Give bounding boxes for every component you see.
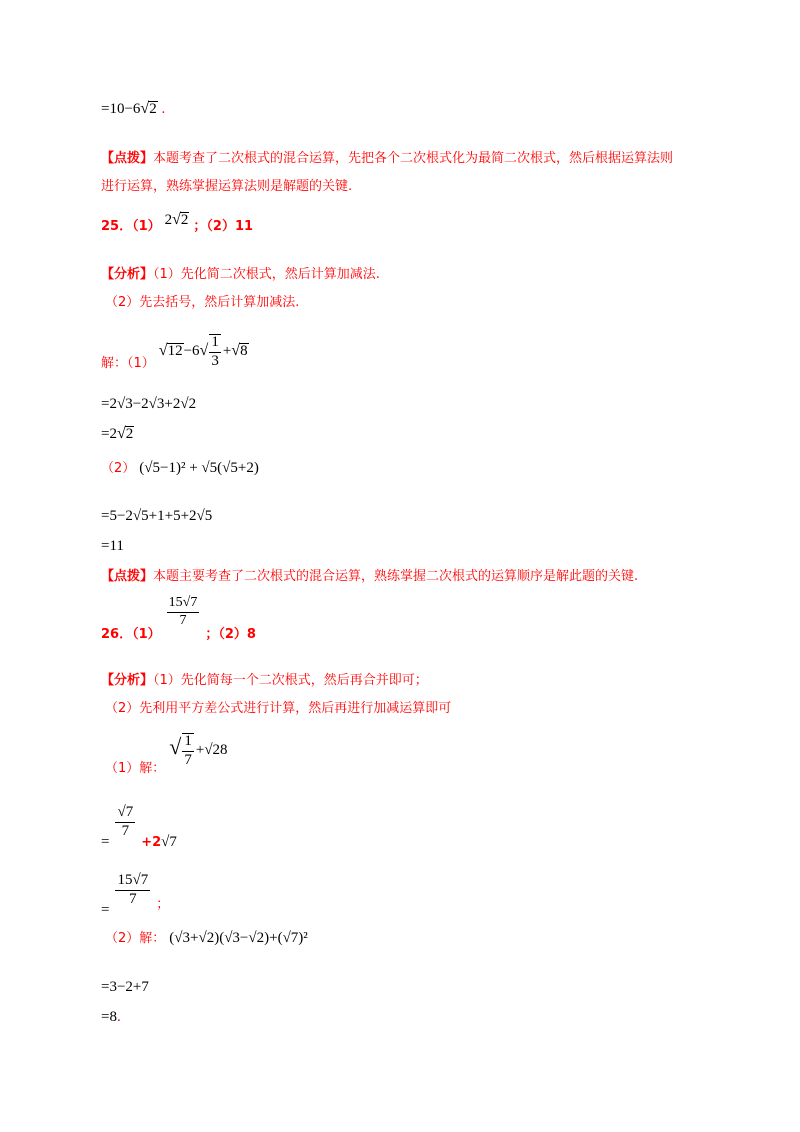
equation-25-5: =5−2√5+1+5+2√5 <box>101 508 213 524</box>
solution-label: （2）解： <box>105 931 166 946</box>
solution-label: （1）解： <box>105 761 166 777</box>
fenxi-tag: 【分析】 <box>101 673 154 688</box>
equation-line-1: =10−6√2 . <box>101 100 166 117</box>
expression-26-1: √ $\frac{1}{7}$ +√28 <box>169 733 228 768</box>
equation-25-3: =2√2 <box>101 425 134 442</box>
question-number: 25．（1） <box>101 219 161 234</box>
expression-26-2: (√3+√2)(√3−√2)+(√7)² <box>169 930 308 946</box>
radical-sign: √ <box>140 100 150 117</box>
equation-25-2: =2√3−2√3+2√2 <box>101 396 197 412</box>
part-label: （2） <box>101 461 136 476</box>
dianbo-text: 本题主要考查了二次根式的混合运算，熟练掌握二次根式的运算顺序是解此题的关键. <box>153 569 639 584</box>
solution-25-2 <box>101 460 259 476</box>
solution-26-2 <box>105 930 308 946</box>
dianbo-note-1 <box>101 150 673 166</box>
answer-26-1: $\frac{15√7}{7}$ <box>168 595 198 628</box>
equation-text: =10−6 <box>101 101 141 117</box>
fenxi-26 <box>101 672 428 688</box>
dianbo-text: 本题考查了二次根式的混合运算，先把各个二次根式化为最简二次根式，然后根据运算法则 <box>153 151 674 166</box>
dianbo-tag: 【点拨】 <box>101 569 154 584</box>
equation-26-2: = $\frac{√7}{7}$ $_{+2}$√7 <box>101 804 177 850</box>
dianbo-note-1-cont: 进行运算，熟练掌握运算法则是解题的关键. <box>101 179 353 194</box>
solution-26-1 <box>105 733 228 777</box>
fenxi-25-line-2: （2）先去括号，然后计算加减法. <box>105 295 300 310</box>
dianbo-note-2 <box>101 568 638 584</box>
answer-26-2: ；（2）8 <box>205 626 256 642</box>
expression-25-1: √12−6√ $\frac{1}{3}$ +√8 <box>158 334 248 369</box>
equation-25-6: =11 <box>101 538 124 554</box>
equation-26-3: = $\frac{15√7}{7}$ $_;$ <box>101 872 170 918</box>
solution-25-1 <box>101 334 249 370</box>
fenxi-tag: 【分析】 <box>101 267 154 282</box>
fenxi-26-line-2: （2）先利用平方差公式进行计算，然后再进行加减运算即可 <box>105 701 452 716</box>
equation-26-5: =3−2+7 <box>101 979 149 995</box>
fenxi-25 <box>101 266 380 282</box>
answer-25-2: ；（2）11 <box>193 219 254 234</box>
question-25-answer <box>101 211 254 235</box>
answer-25-1: 2√2 <box>164 211 189 228</box>
question-26-answer <box>101 595 256 642</box>
question-number: 26．（1） <box>101 626 161 642</box>
equation-26-6: =8. <box>101 1009 121 1025</box>
fenxi-text: （1）先化简二次根式，然后计算加减法. <box>153 267 380 282</box>
radicand: 2 <box>149 101 157 117</box>
solution-label: 解：（1） <box>101 356 155 372</box>
expression-25-2: (√5−1)² + √5(√5+2) <box>139 460 259 476</box>
dianbo-tag: 【点拨】 <box>101 151 154 166</box>
fenxi-text: （1）先化简每一个二次根式，然后再合并即可； <box>153 673 428 688</box>
